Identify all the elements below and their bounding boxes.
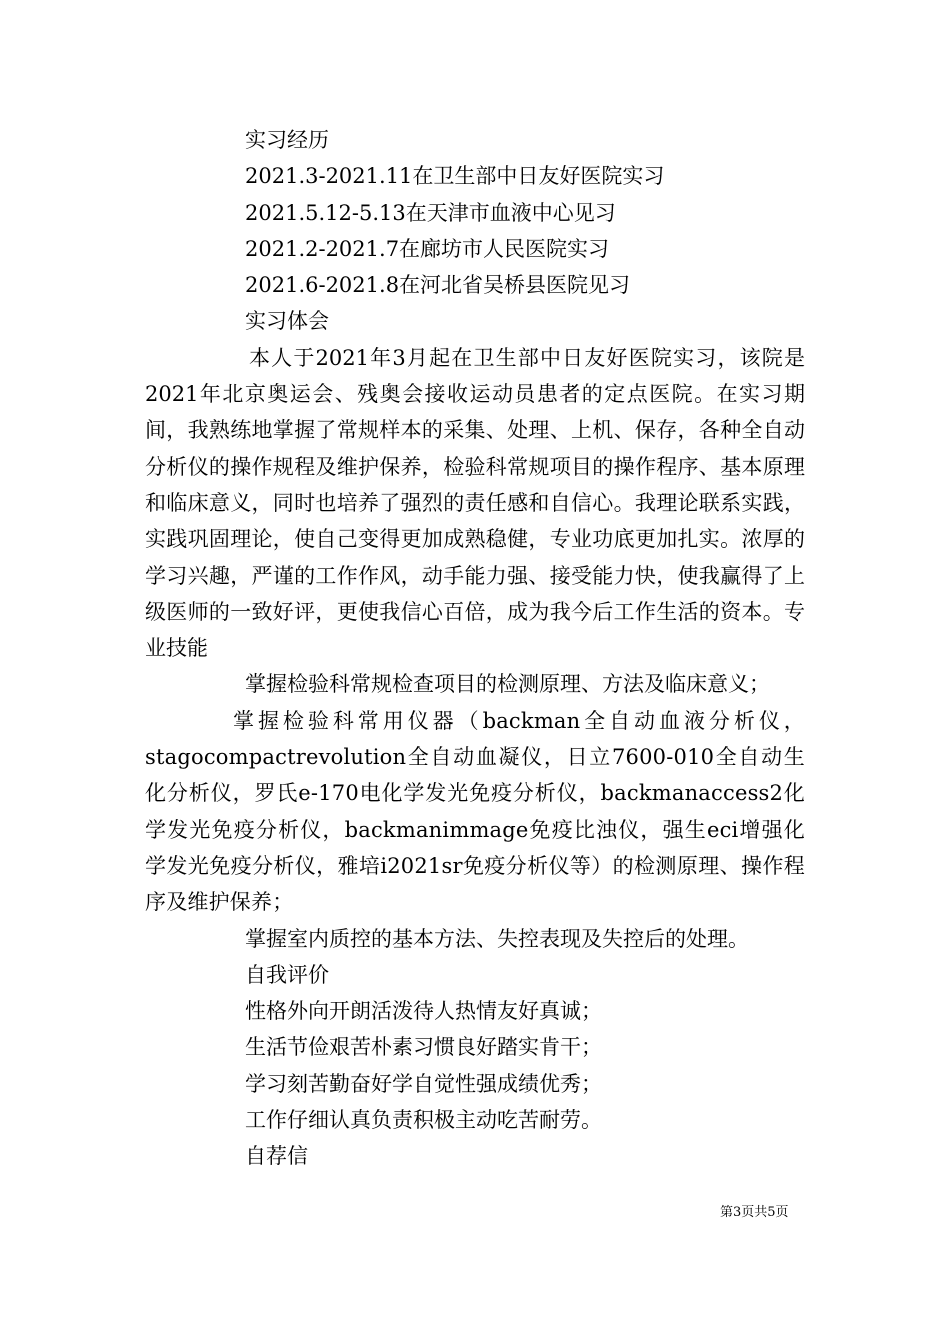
experience-heading: 实习体会 xyxy=(245,309,329,334)
skill-item: 掌握检验科常规检查项目的检测原理、方法及临床意义； xyxy=(245,672,770,697)
internship-item: 2021.5.12-5.13在天津市血液中心见习 xyxy=(245,200,616,225)
self-eval-item: 生活节俭艰苦朴素习惯良好踏实肯干； xyxy=(245,1035,602,1060)
cover-letter-heading: 自荐信 xyxy=(245,1144,308,1169)
internship-item: 2021.2-2021.7在廊坊市人民医院实习 xyxy=(245,236,610,261)
self-eval-item: 工作仔细认真负责积极主动吃苦耐劳。 xyxy=(245,1108,602,1133)
self-eval-item: 学习刻苦勤奋好学自觉性强成绩优秀； xyxy=(245,1071,602,1096)
internship-item: 2021.6-2021.8在河北省吴桥县医院见习 xyxy=(245,273,631,298)
skill-item-equipment: 掌握检验科常用仪器（backman全自动血液分析仪，stagocompactrevolution全自动血凝仪，日立7600-010全自动生化分析仪，罗氏e-170电化学发光免疫分析仪，backmanaccess2化学发光免疫分析仪，backmanimmage免疫比浊仪，强生eci增强化学发光免疫分析仪，雅培i2021sr免疫分析仪等）的检测原理、操作程序及维护保养； xyxy=(145,708,805,915)
skill-item: 掌握室内质控的基本方法、失控表现及失控后的处理。 xyxy=(245,926,749,951)
internship-heading: 实习经历 xyxy=(245,128,329,152)
document-body xyxy=(145,122,805,1175)
internship-item: 2021.3-2021.11在卫生部中日友好医院实习 xyxy=(245,164,665,189)
self-eval-heading: 自我评价 xyxy=(245,962,329,987)
page-number: 第3页共5页 xyxy=(720,1205,789,1220)
self-eval-item: 性格外向开朗活泼待人热情友好真诚； xyxy=(245,999,602,1024)
experience-paragraph: 本人于2021年3月起在卫生部中日友好医院实习，该院是2021年北京奥运会、残奥会接收运动员患者的定点医院。在实习期间，我熟练地掌握了常规样本的采集、处理、上机、保存，各种全自动分析仪的操作规程及维护保养，检验科常规项目的操作程序、基本原理和临床意义，同时也培养了强烈的责任感和自信心。我理论联系实践，实践巩固理论，使自己变得更加成熟稳健，专业功底更加扎实。浓厚的学习兴趣，严谨的工作作风，动手能力强、接受能力快，使我赢得了上级医师的一致好评，更使我信心百倍，成为我今后工作生活的资本。专业技能 xyxy=(145,345,805,661)
